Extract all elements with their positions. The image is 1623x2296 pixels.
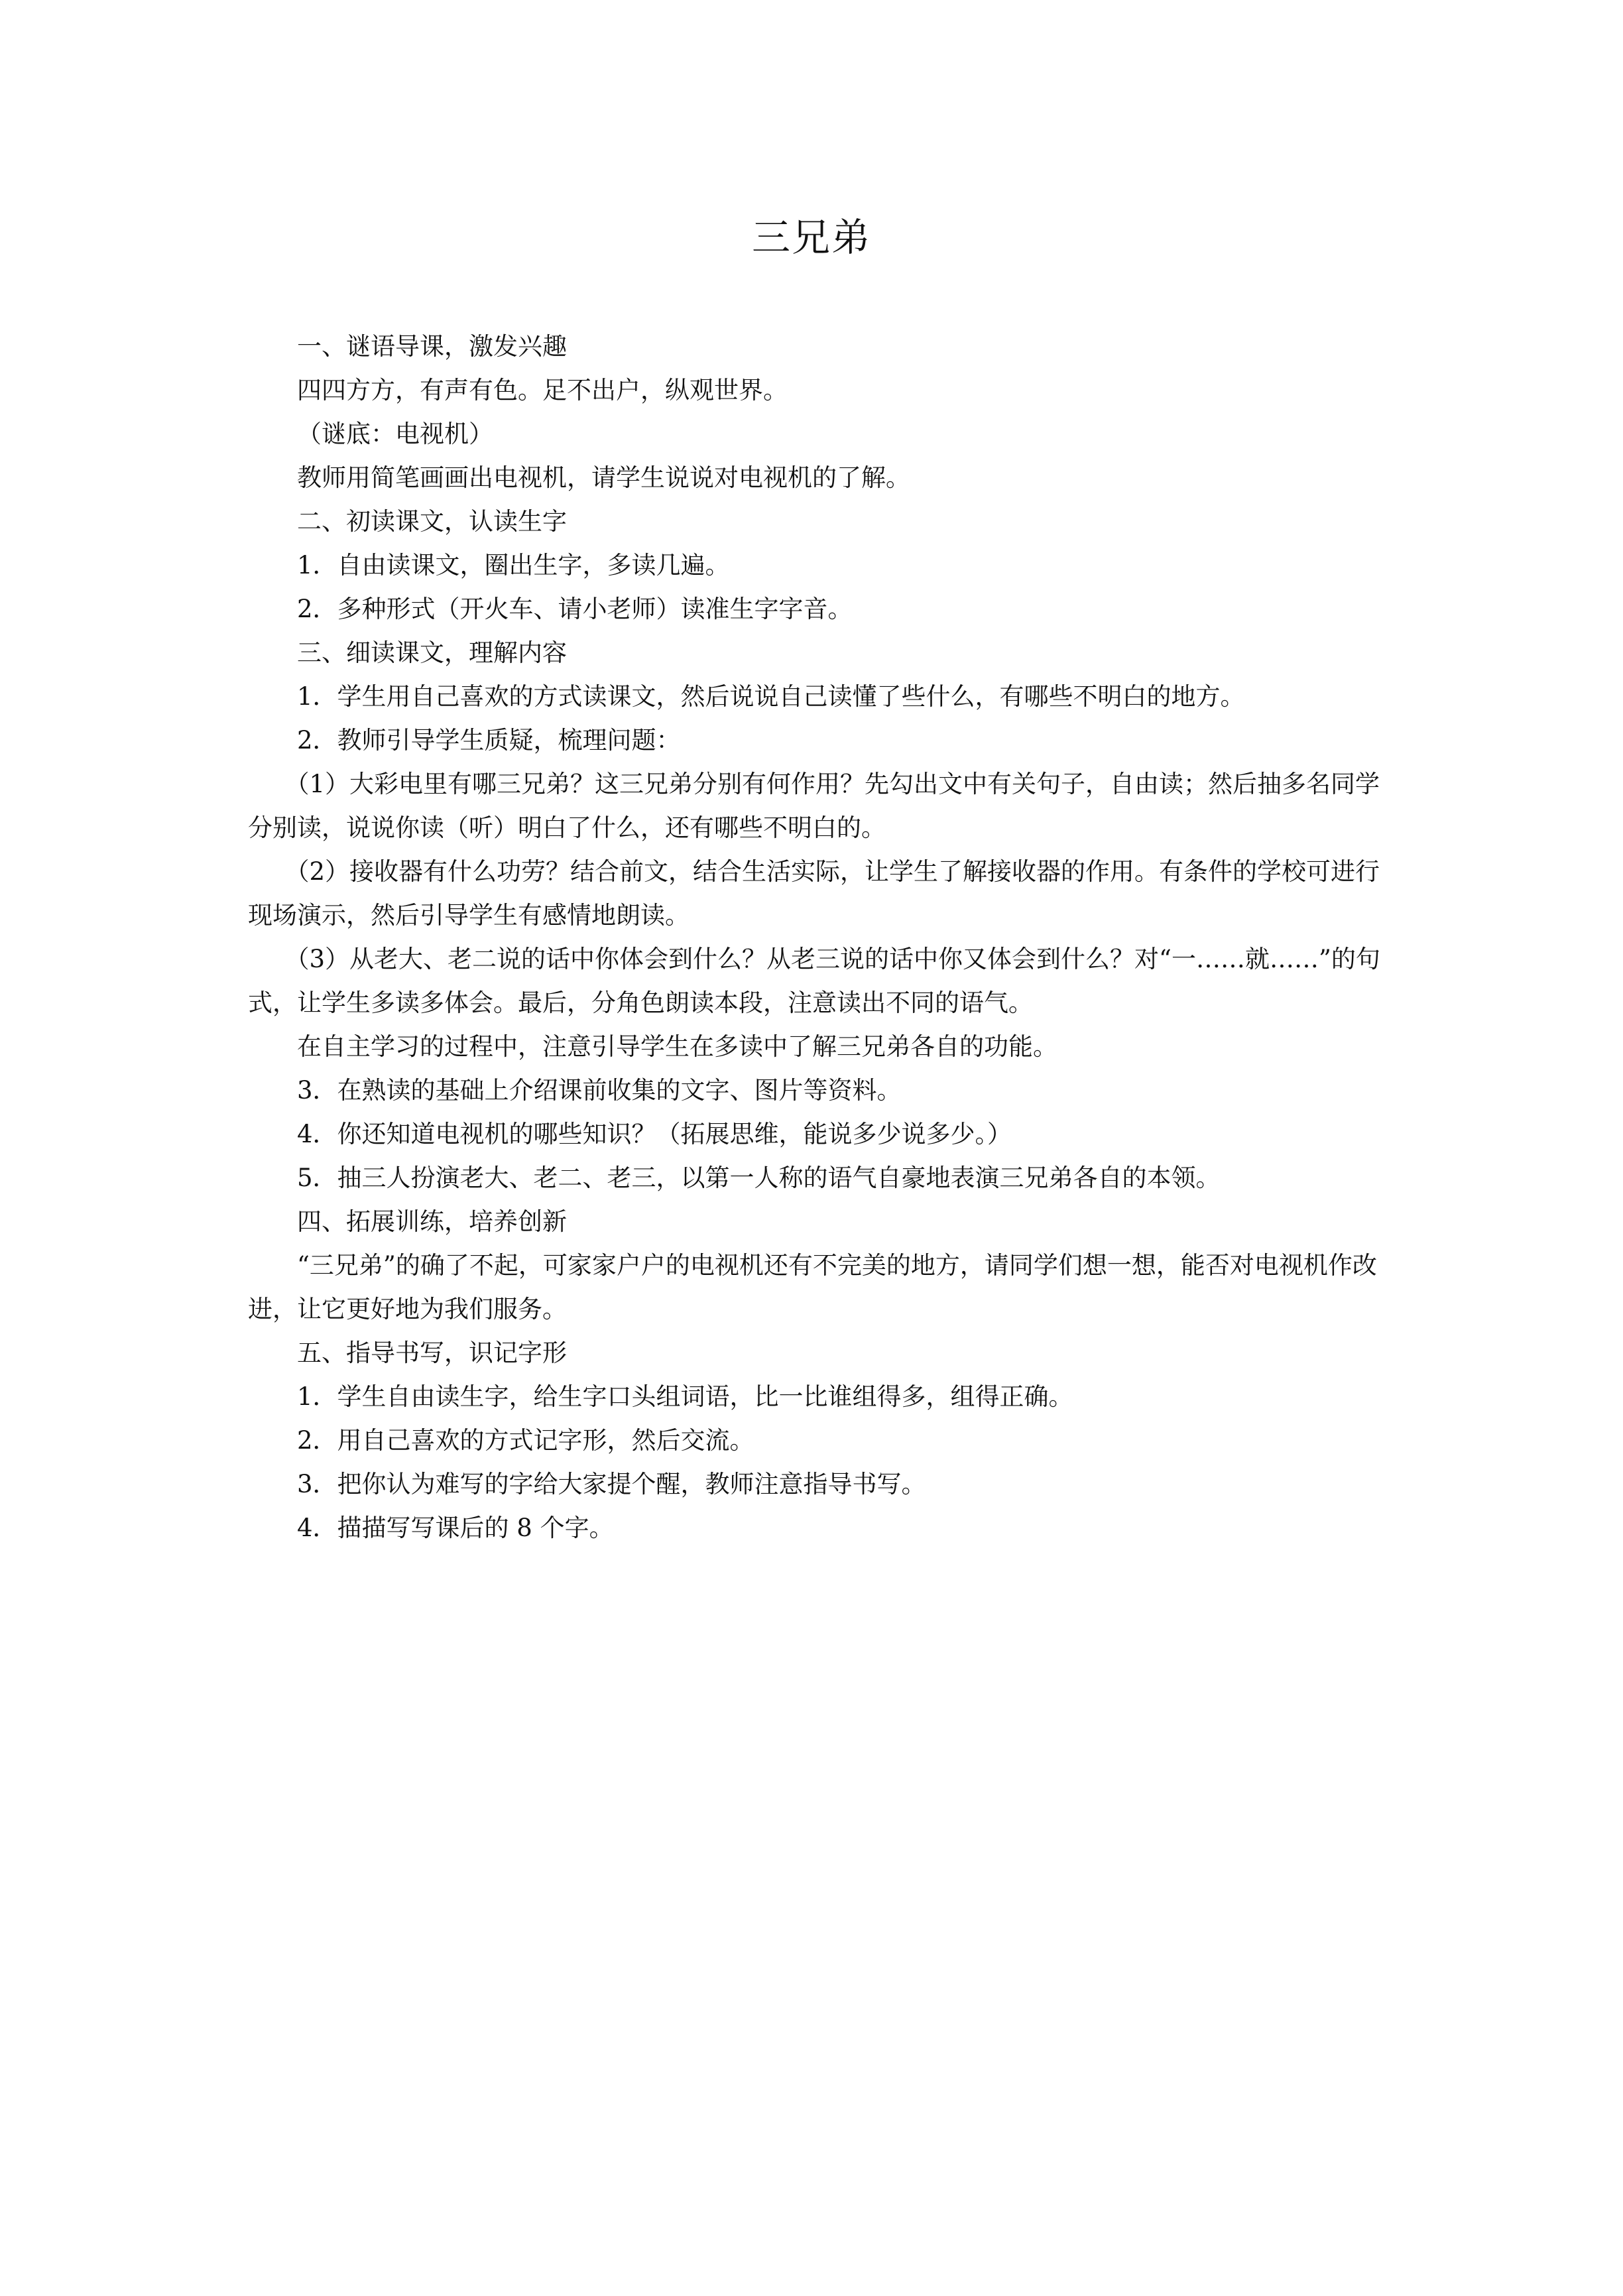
list-item: 3．把你认为难写的字给大家提个醒，教师注意指导书写。 — [297, 1470, 926, 1498]
paragraph: 四四方方，有声有色。足不出户，纵观世界。 — [297, 376, 788, 404]
section-heading-3: 三、细读课文，理解内容 — [297, 638, 567, 667]
list-item: 4．描描写写课后的 8 个字。 — [297, 1514, 614, 1542]
list-item: 2．多种形式（开火车、请小老师）读准生字字音。 — [297, 595, 853, 623]
section-heading-1: 一、谜语导课，激发兴趣 — [297, 332, 567, 361]
section-heading-2: 二、初读课文，认读生字 — [297, 507, 567, 536]
section-heading-4: 四、拓展训练，培养创新 — [297, 1207, 567, 1236]
sub-list-item: （2）接收器有什么功劳？结合前文，结合生活实际，让学生了解接收器的作用。有条件的学校可进行现场演示，然后引导学生有感情地朗读。 — [248, 857, 1380, 930]
document-title: 三兄弟 — [751, 215, 871, 260]
list-item: 1．学生自由读生字，给生字口头组词语，比一比谁组得多，组得正确。 — [297, 1382, 1073, 1411]
section-heading-5: 五、指导书写，识记字形 — [297, 1339, 567, 1367]
list-item: 3．在熟读的基础上介绍课前收集的文字、图片等资料。 — [297, 1076, 902, 1105]
paragraph: 教师用简笔画画出电视机，请学生说说对电视机的了解。 — [297, 463, 910, 492]
list-item: 4．你还知道电视机的哪些知识？（拓展思维，能说多少说多少。） — [297, 1120, 1012, 1148]
list-item: 5．抽三人扮演老大、老二、老三，以第一人称的语气自豪地表演三兄弟各自的本领。 — [297, 1164, 1221, 1192]
list-item: 2．教师引导学生质疑，梳理问题： — [297, 726, 681, 755]
paragraph: 在自主学习的过程中，注意引导学生在多读中了解三兄弟各自的功能。 — [297, 1032, 1057, 1061]
list-item: 1．自由读课文，圈出生字，多读几遍。 — [297, 551, 730, 579]
list-item: 1．学生用自己喜欢的方式读课文，然后说说自己读懂了些什么，有哪些不明白的地方。 — [297, 682, 1245, 711]
sub-list-item: （3）从老大、老二说的话中你体会到什么？从老三说的话中你又体会到什么？对“一……就……”的句式，让学生多读多体会。最后，分角色朗读本段，注意读出不同的语气。 — [248, 945, 1380, 1017]
document-body — [248, 325, 1395, 1550]
list-item: 2．用自己喜欢的方式记字形，然后交流。 — [297, 1426, 754, 1455]
paragraph: “三兄弟”的确了不起，可家家户户的电视机还有不完美的地方，请同学们想一想，能否对电视机作改进，让它更好地为我们服务。 — [248, 1251, 1377, 1323]
paragraph: （谜底：电视机） — [297, 420, 493, 448]
sub-list-item: （1）大彩电里有哪三兄弟？这三兄弟分别有何作用？先勾出文中有关句子，自由读；然后抽多名同学分别读，说说你读（听）明白了什么，还有哪些不明白的。 — [248, 770, 1380, 842]
